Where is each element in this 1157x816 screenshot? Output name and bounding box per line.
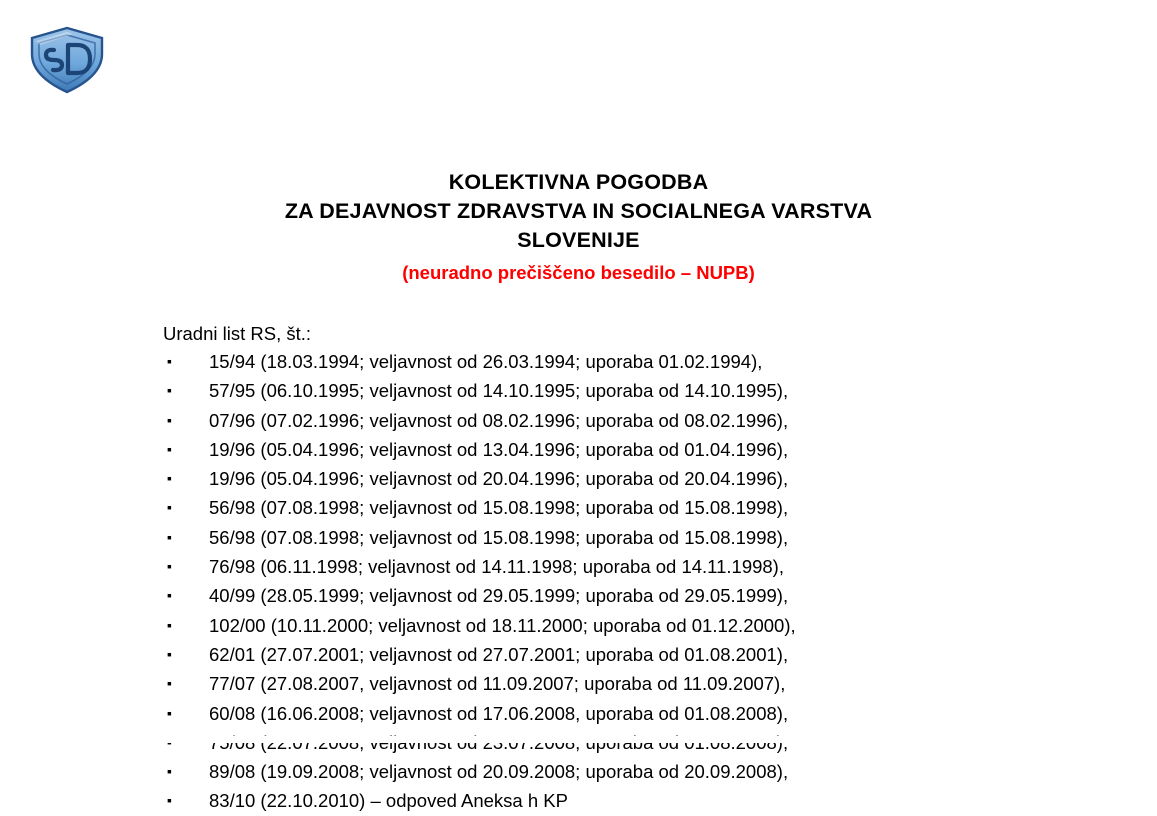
list-item — [163, 406, 1063, 435]
list-item — [163, 786, 1063, 815]
bullet-icon: ▪ — [167, 675, 172, 692]
bullet-icon: ▪ — [167, 587, 172, 604]
list-item — [163, 523, 1063, 552]
list-item-text: 60/08 (16.06.2008; veljavnost od 17.06.2008, uporaba od 01.08.2008), — [209, 702, 789, 724]
page-title-line-3: SLOVENIJE — [517, 228, 640, 252]
list-item — [163, 640, 1063, 669]
list-item-text: 76/98 (06.11.1998; veljavnost od 14.11.1998; uporaba od 14.11.1998), — [209, 556, 784, 578]
bullet-icon: ▪ — [167, 499, 172, 516]
list-item-text: 40/99 (28.05.1999; veljavnost od 29.05.1999; uporaba od 29.05.1999), — [209, 585, 789, 607]
list-item — [163, 493, 1063, 522]
shield-logo-icon — [24, 24, 110, 96]
page-title-line-1: KOLEKTIVNA POGODBA — [448, 170, 709, 194]
list-item-text: 56/98 (07.08.1998; veljavnost od 15.08.1998; uporaba od 15.08.1998), — [209, 526, 789, 548]
list-item-text: 56/98 (07.08.1998; veljavnost od 15.08.1998; uporaba od 15.08.1998), — [209, 497, 789, 519]
list-item-text: 77/07 (27.08.2007, veljavnost od 11.09.2007; uporaba od 11.09.2007), — [209, 673, 786, 695]
list-item-text: 57/95 (06.10.1995; veljavnost od 14.10.1995; uporaba od 14.10.1995), — [209, 380, 789, 402]
list-item-text: 07/96 (07.02.1996; veljavnost od 08.02.1996; uporaba od 08.02.1996), — [209, 409, 789, 431]
bullet-icon: ▪ — [167, 792, 172, 809]
source-label: Uradni list RS, št.: — [163, 323, 312, 344]
organization-logo — [24, 24, 110, 96]
bullet-icon: ▪ — [167, 411, 172, 428]
list-item — [163, 435, 1063, 464]
page-title-line-2: ZA DEJAVNOST ZDRAVSTVA IN SOCIALNEGA VARSTVA — [284, 199, 873, 223]
document-title-block — [0, 168, 1157, 286]
page-subtitle: (neuradno prečiščeno besedilo – NUPB) — [402, 262, 755, 283]
list-item-text: 15/94 (18.03.1994; veljavnost od 26.03.1994; uporaba 01.02.1994), — [209, 351, 763, 372]
publication-entry-list — [163, 347, 1063, 816]
list-item — [163, 699, 1063, 728]
page-bottom-edge — [0, 736, 1157, 743]
list-item-text: 19/96 (05.04.1996; veljavnost od 20.04.1996; uporaba od 20.04.1996), — [209, 468, 789, 490]
list-item — [163, 376, 1063, 405]
list-item-text: 102/00 (10.11.2000; veljavnost od 18.11.2000; uporaba od 01.12.2000), — [209, 614, 796, 636]
bullet-icon: ▪ — [167, 763, 172, 780]
list-item — [163, 669, 1063, 698]
list-item-text: 62/01 (27.07.2001; veljavnost od 27.07.2001; uporaba od 01.08.2001), — [209, 643, 789, 665]
list-item — [163, 552, 1063, 581]
bullet-icon: ▪ — [167, 440, 172, 457]
bullet-icon: ▪ — [167, 382, 172, 399]
list-item — [163, 611, 1063, 640]
list-item — [163, 757, 1063, 786]
bullet-icon: ▪ — [167, 558, 172, 575]
bullet-icon: ▪ — [167, 645, 172, 662]
list-item — [163, 464, 1063, 493]
list-item-text: 83/10 (22.10.2010) – odpoved Aneksa h KP — [209, 790, 568, 812]
bullet-icon: ▪ — [167, 616, 172, 633]
bullet-icon: ▪ — [167, 704, 172, 721]
bullet-icon: ▪ — [167, 470, 172, 487]
list-item-text: 89/08 (19.09.2008; veljavnost od 20.09.2008; uporaba od 20.09.2008), — [209, 761, 789, 783]
list-item — [163, 347, 1063, 376]
list-item — [163, 581, 1063, 610]
bullet-icon: ▪ — [167, 353, 172, 369]
list-item-text: 19/96 (05.04.1996; veljavnost od 13.04.1996; uporaba od 01.04.1996), — [209, 438, 789, 460]
bullet-icon: ▪ — [167, 528, 172, 545]
